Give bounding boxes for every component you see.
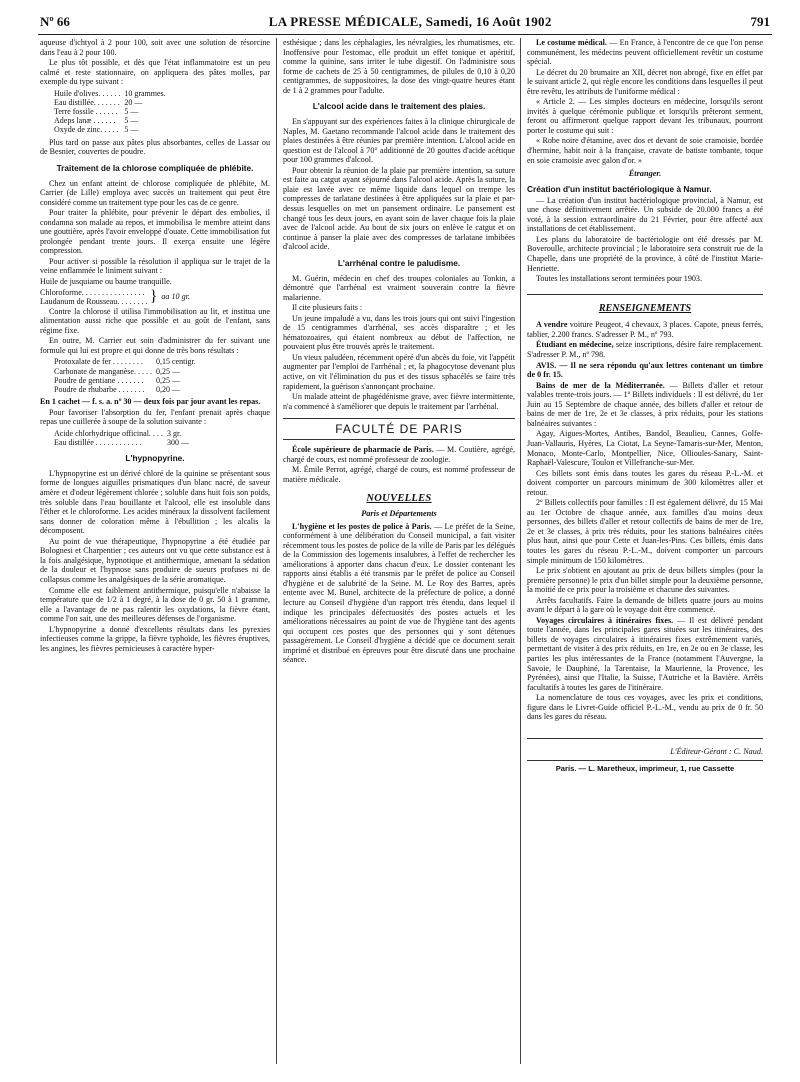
section-heading: L'arrhénal contre le paludisme. [337, 257, 461, 268]
paragraph: En s'appuyant sur des expériences faites à la clinique chirurgicale de Naples, M. Gaetano recommande l'alcool acide dans le traitement des plaies destinées à être réunies par première intention. L'alcool acide en question est de l'alcool à 70° additionné de 20 gouttes d'acide acétique pour 100 grammes d'alcool. [283, 117, 515, 165]
paragraph: La nomenclature de tous ces voyages, avec les prix et conditions, figure dans le Livret-Guide officiel P.-L.-M., vendu au prix de 0 fr. 50 dans les gares du réseau. [527, 693, 763, 722]
paragraph: esthésique ; dans les céphalagies, les névralgies, les rhumatismes, etc. Inoffensive pour l'estomac, elle produit un effet tonique et apéritif, comme la quinine, sans irriter le tube digestif. On l'administre sous forme de cachets de 25 à 50 centigrammes, de pilules de 0,10 à 0,20 centigrammes, de suppositoires, la dose des vingt-quatre heures étant de 1 à 2 grammes pour l'adulte. [283, 38, 515, 95]
paragraph-body: — M. Coutière, agrégé, chargé de cours, est nommé professeur de zoologie. [283, 445, 515, 464]
paragraph-body: — Billets d'aller et retour valables trente-trois jours. — 1º Billets individuels : Il est délivré, du 1er Juin au 15 Septembre de chaque année, des billets d'aller et retour de bains de mer de 1re, 2e et 3e classes, à prix réduits, pour les stations balnéaires suivantes : [527, 380, 763, 428]
paragraph: En 1 cachet — f. s. a. nº 30 — deux fois par jour avant les repas. [40, 397, 261, 407]
iron-formula [54, 357, 200, 394]
liniment-line: Laudanum de Rousseau. . . . . . . . [40, 297, 148, 307]
paragraph-body: voiture Peugeot, 4 chevaux, 3 places. Capote, pneus ferrés, tablier, 2.200 francs. S'adresser P. M., nº 793. [527, 320, 763, 339]
formula-row [54, 98, 170, 107]
paragraph: Pour favoriser l'absorption du fer, l'enfant prenait après chaque repas une cuillerée à soupe de la solution suivante : [40, 407, 270, 427]
ingredient: Poudre de gentiane . . . . . . . [54, 375, 144, 385]
paragraph [527, 616, 763, 692]
section-heading: Création d'un institut bactériologique à Namur. [527, 183, 712, 194]
liniment-group [40, 288, 270, 307]
formula-row [54, 376, 200, 385]
paragraph [527, 340, 763, 359]
issue-number: Nº 66 [40, 14, 70, 29]
dose: 300 — [166, 437, 189, 447]
paragraph: Arrêts facultatifs. Faire la demande de billets quatre jours au moins avant le départ à la gare où le voyage doit être commencé. [527, 595, 763, 615]
paragraph: Il cite plusieurs faits : [292, 303, 363, 313]
paragraph: 2º Billets collectifs pour familles : Il est également délivré, du 15 Mai au 1er Octobre de chaque année, aux familles d'au moins deux personnes, des billets d'aller et retour collectifs de bains de mer de 1re, 2e et 3e classes, à prix très réduits, pour les stations balnéaires citées plus haut, ainsi que pour Cette et Juan-les-Pins. Ces billets, émis dans toutes les gares du réseau P.-L.-M., doivent comporter un parcours simple minimum de 150 kilomètres. [527, 498, 763, 565]
formula-row [54, 89, 170, 98]
paragraph: Un malade atteint de phagédénisme grave, avec fièvre intermittente, n'a commencé à s'améliorer que depuis le traitement par l'arrhénal. [283, 392, 515, 411]
ingredient: Eau distillée. . . . . . . [54, 97, 120, 107]
ingredient: Acide chlorhydrique officinal. . . . [54, 428, 163, 438]
brace-glyph: } [149, 288, 158, 306]
dose: 0,20 — [155, 384, 180, 394]
paragraph: AVIS. — Il ne sera répondu qu'aux lettres contenant un timbre de 0 fr. 15. [527, 360, 763, 380]
paragraph-lead: Le costume médical. [536, 38, 607, 47]
paragraph: Le prix s'obtient en ajoutant au prix de deux billets simples (pour la première personne) le prix d'un billet simple pour la deuxième personne, la moitié de ce prix pour la troisième et chacune des suivantes. [527, 566, 763, 595]
dose: 20 — [124, 97, 143, 107]
paragraph-lead: L'hygiène et les postes de police à Paris. [292, 521, 432, 531]
paragraph: « Article 2. — Les simples docteurs en médecine, lorsqu'ils seront invités à quelque cérémonie publique et lorsqu'ils prêteront serment, feront ou affirmeront quelque rapport devant les tribunaux, pourront porter le costume qui suit : [527, 97, 763, 135]
column-rule-2 [520, 38, 521, 1064]
paragraph: Un jeune impaludé a vu, dans les trois jours qui ont suivi l'ingestion de 15 centigrammes d'arrhénal, ses accès disparaître ; et les hématozoaires, qui étaient nombreux au début de l'affection, ne pouvaient plus être trouvés après le traitement. [283, 313, 515, 352]
formula-row [54, 116, 170, 125]
column-middle [283, 38, 515, 1064]
paragraph: Pour obtenir la réunion de la plaie par première intention, sa suture est faite au catgut ayant séjourné dans l'alcool acide. Après la suture, la plaie est lavée avec ce même liquide dans lequel on trempe les compresses de tarlatane destinées à être appliquées sur la plaie et par-dessus lesquelles on met un pansement ordinaire. Le pansement est changé tous les deux jours, en ayant soin de laver chaque fois la plaie avec de l'alcool acide. Au bout de six jours on enlève le catgut et on continue à panser la plaie avec des compresses de tarlatane imbibées d'alcool acide. [283, 165, 515, 252]
paragraph [527, 38, 763, 67]
section-banner: FACULTÉ DE PARIS [283, 418, 515, 440]
formula-row [54, 367, 200, 376]
paragraph: Pour traiter la phlébite, pour prévenir le départ des embolies, il condamna son malade au repos, et immobilisa le membre atteint dans une gouttière, après l'avoir enveloppé d'ouate. Cette immobilisation fut prolongée pendant trente jours. Il exerça ensuite une légère compression. [40, 208, 270, 256]
dose: 5 — [124, 125, 139, 135]
paste-formula [54, 89, 170, 135]
paragraph: Un vieux paludéen, récemment opéré d'un abcès du foie, vit l'appétit augmenter par l'emploi de l'arrhénal ; et, la phagocytose devenant plus active, on vit l'élimination du pus et des tissus sphacélés se faire très rapidement, la guérison s'annonçant prochaine. [283, 352, 515, 391]
paragraph: Pour activer si possible la résolution il appliqua sur le trajet de la veine enflammée le liniment suivant : [40, 256, 270, 276]
paragraph [527, 381, 763, 429]
formula-row [54, 429, 193, 438]
paragraph: Les plans du laboratoire de bactériologie ont été dressés par M. Boveroulle, architecte provincial ; le laboratoire sera construit rue de la Chapelle, dans une propriété de la province, à côté de l'institut Marie-Henriette. [527, 234, 763, 273]
formula-row [54, 357, 200, 366]
paragraph: L'hypnopyrine a donné d'excellents résultats dans les pyrexies infectieuses comme la grippe, la fièvre typhoïde, les fièvres éruptives, les angines, les fièvres pernicieuses à caractère hyper- [40, 624, 270, 653]
journal-title-date: LA PRESSE MÉDICALE, Samedi, 16 Août 1902 [268, 14, 552, 29]
section-banner: RENSEIGNEMENTS [527, 294, 763, 315]
editor-signature: L'Éditeur-Gérant : C. Naud. [527, 738, 763, 757]
paragraph-lead: Bains de mer de la Méditerranée. [536, 380, 665, 390]
paragraph [283, 522, 515, 665]
printer-imprint: Paris. — L. Maretheux, imprimeur, 1, rue Cassette [527, 760, 763, 774]
dose: 0,25 — [155, 366, 180, 376]
dose: 10 grammes. [124, 88, 166, 98]
dose: 3 gr. [166, 428, 182, 438]
subsection-heading: Paris et Départements [361, 508, 437, 518]
paragraph [283, 445, 515, 464]
paragraph: aqueuse d'ichtyol à 2 pour 100, soit avec une solution de résorcine dans l'eau à 2 pour 100. [40, 38, 270, 57]
paragraph: Au point de vue thérapeutique, l'hypnopyrine a été étudiée par Bolognesi et Charpentier ; ces auteurs ont vu que cette substance est à la fois analgésique, hypnotique et antithermique, amenant la sédation de la douleur et l'hypnose sans produire de sueurs profuses ni de collapsus comme les analgésiques de la série aromatique. [40, 536, 270, 584]
paragraph: Agay, Aigues-Mortes, Antibes, Bandol, Beaulieu, Cannes, Golfe-Juan-Vallauris, Hyères, La Ciotat, La Seyne-Tamaris-sur-Mer, Menton, Monaco, Monte-Carlo, Montpellier, Nice, Ollioules-Sanary, Saint-Raphaël-Valescure, Toulon et Villefranche-sur-Mer. [527, 429, 763, 468]
acid-formula [54, 429, 193, 447]
ingredient: Eau distillée . . . . . . . . . . . . [54, 437, 142, 447]
paragraph: L'hypnopyrine est un dérivé chloré de la quinine se présentant sous forme de longues aiguilles prismatiques d'un blanc nacré, de saveur amère et d'odeur légèrement chlorée ; soluble dans huit fois son poids, très soluble dans l'eau bouillante et l'alcool, elle est insoluble dans l'éther et le chloroforme. Les acides minéraux la dissolvent facilement sans donner de coloration même à l'ébullition ; les alcalis la décomposent. [40, 468, 270, 536]
dose: 5 — [124, 116, 139, 126]
paragraph: Contre la chlorose il utilisa l'immobilisation au lit, et institua une alimentation aussi riche que possible et au goût de l'enfant, sans régime fixe. [40, 306, 270, 335]
column-left [40, 38, 270, 1064]
paragraph-lead: Voyages circulaires à itinéraires fixes. [536, 615, 674, 625]
paragraph [527, 320, 763, 339]
formula-row [54, 107, 170, 116]
paragraph-lead: A vendre [536, 320, 568, 330]
paragraph: M. Guérin, médecin en chef des troupes coloniales au Tonkin, a démontré que l'arrhénal est vraiment souverain contre la fièvre malarienne. [283, 273, 515, 302]
subsection-heading: Étranger. [628, 169, 662, 179]
paragraph-body: — Le préfet de la Seine, conformément à une délibération du Conseil municipal, a fait visiter récemment tous les postes de police de la ville de Paris par les délégués de la Commission des logements insalubres, à l'effet de rechercher les améliorations à apporter dans chacun d'eux. Le dossier contenant les rapports ainsi établis a été transmis par le préfet de police au Conseil d'hygiène et de salubrité de la Seine. M. Le Roy des Barres, après entente avec M. Bunel, architecte de la préfecture de police, a donné lecture au Conseil d'hygiène d'un rapport très étendu, dans lequel il indique les principales défectuosités des postes actuels et les améliorations nécessaires au point de vue de l'hygiène tant des agents qui occupent ces postes que des personnes qui y sont détenues passagèrement. Le Conseil d'hygiène a décidé que ce document serait imprimé et distribué en épreuves pour être discuté dans une prochaine séance. [283, 521, 515, 665]
section-heading: L'hypnopyrine. [125, 453, 185, 464]
paragraph: Chez un enfant atteint de chlorose compliquée de phlébite, M. Carrier (de Lille) employa avec succès un traitement qui peut être considéré comme un traitement type pour les cas de ce genre. [40, 178, 270, 207]
paragraph-lead: Étudiant en médecine, [536, 340, 614, 350]
liniment-dose: aa 10 gr. [161, 292, 190, 302]
paragraph-body: — En France, à l'encontre de ce que l'on pense communément, les médecins peuvent officiellement revêtir un costume spécial. [527, 38, 763, 67]
paragraph: « Robe noire d'étamine, avec dos et devant de soie cramoisie, bordée d'hermine, habit noir à la française, cravate de batiste tombante, toque en soie cramoisie avec galon d'or. » [527, 136, 763, 165]
dose: 0,15 centigr. [155, 357, 196, 367]
dose: 5 — [124, 107, 139, 117]
paragraph-body: seize inscriptions, désire faire remplacement. S'adresser P. M., nº 798. [527, 340, 763, 360]
paragraph: En outre, M. Carrier eut soin d'administrer du fer suivant une formule qui lui est propre et qui donne de très bons résultats : [40, 336, 270, 355]
paragraph: M. Émile Perrot, agrégé, chargé de cours, est nommé professeur de matière médicale. [283, 465, 515, 484]
paragraph: Le plus tôt possible, et dès que l'état inflammatoire est un peu calmé et reste stationnaire, on appliquera des pâtes molles, par exemple du type suivant : [40, 58, 270, 87]
page-number: 791 [750, 14, 770, 29]
ingredient: Adeps lanæ . . . . . . [54, 116, 116, 126]
liniment-line: Huile de jusquiame ou baume tranquille. [40, 277, 172, 287]
ingredient: Carbonate de manganèse. . . . . [54, 366, 152, 376]
paragraph: Comme elle est faiblement antithermique, puisqu'elle n'abaisse la température que de 1/2 à 1 degré, à la dose de 0 gr. 50 à 1 gramme, elle a l'avantage de ne pas ralentir les oxydations, la fièvre étant, comme l'on sait, une des meilleures défenses de l'organisme. [40, 585, 270, 624]
ingredient: Terre fossile . . . . . . [54, 107, 118, 117]
dose: 0,25 — [155, 375, 180, 385]
paragraph: — La création d'un institut bactériologique provincial, à Namur, est une chose définitivement arrêtée. Un subside de 20.000 francs a été voté, à la session extraordinaire du 21 Février, pour être affecté aux installations de cet établissement. [527, 195, 763, 234]
ingredient: Huile d'olives. . . . . . [54, 88, 121, 98]
ingredient: Oxyde de zinc. . . . . [54, 125, 119, 135]
column-right [527, 38, 763, 1064]
paragraph: Plus tard on passe aux pâtes plus absorbantes, celles de Lassar ou de Besnier, couvertes de poudre. [40, 137, 270, 157]
paragraph-lead: École supérieure de pharmacie de Paris. [292, 445, 434, 455]
section-banner: NOUVELLES [366, 492, 432, 504]
formula-row [54, 438, 193, 447]
paragraph: Ces billets sont émis dans toutes les gares du réseau P.-L.-M. et doivent comporter un parcours minimum de 300 kilomètres aller et retour. [527, 468, 763, 497]
column-rule-1 [276, 38, 277, 1064]
section-heading: Traitement de la chlorose compliquée de phlébite. [56, 162, 254, 173]
formula-row [54, 385, 200, 394]
ingredient: Poudre de rhubarbe . . . . . . . [54, 384, 145, 394]
paragraph-body: — Il est délivré pendant toute l'année, dans les principales gares situées sur les itinéraires, des billets de voyages circulaires à itinéraires fixes extrêmement variés, permettant de visiter à des prix réduits, en 1re, en 2e ou en 3e classe, les parties les plus intéressantes de la France (notamment l'Auvergne, la Savoie, le Dauphiné, la Tarentaise, la Maurienne, la Provence, les Pyrénées), ainsi que l'Italie, la Suisse, l'Autriche et la Bavière. Arrêts facultatifs à toutes les gares de l'itinéraire. [527, 615, 763, 692]
liniment-line: Chloroforme. . . . . . . . . . . . . . . . [40, 287, 145, 297]
ingredient: Protoxalate de fer . . . . . . . . [54, 357, 143, 367]
masthead [38, 10, 772, 35]
formula-row [54, 125, 170, 134]
paragraph: Le décret du 20 brumaire an XII, décret non abrogé, fixe en effet par le suivant article 2, qui règle encore les conditions dans lesquelles il peut être revêtu, les attributs de l'uniforme médical : [527, 67, 763, 96]
paragraph: Toutes les installations seront terminées pour 1903. [536, 274, 703, 284]
section-heading: L'alcool acide dans le traitement des plaies. [312, 101, 486, 112]
